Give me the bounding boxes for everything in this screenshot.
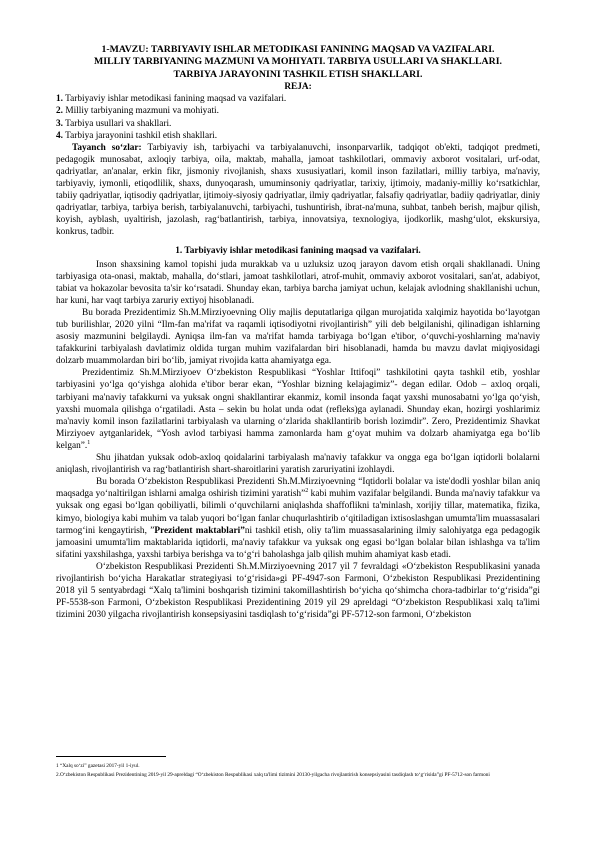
footnotes (56, 762, 540, 780)
plan-item-text: Tarbiya usullari va shakllari. (65, 118, 172, 129)
body-text: Prezidentimiz Sh.M.Mirziyoev O‘zbekiston Respublikasi “Yoshlar Ittifoqi” tashkilotini qayta tashkil etib, yoshlar tarbiyasini yo‘lga qo‘yishga alohida e'tibor berar ekan, “Yoshlar bizning kelajagimiz”- degan edilar. Odob – axloq orqali, tarbiyani ma'naviy tafakkurni va yuksak ongni shakllantirar ekanmiz, komil insonda faqat yaxshi munosabatni yo‘lga qo‘yish, yaxshi muomala qilishga o‘rgatiladi. Asta – sekin bu holat unda odat (refleks)ga aylanadi. Shunday ekan, hozirgi yoshlarimiz ma'naviy komil inson fazilatlarini tarbiyalash va ularning o‘zlarida shakllantirib borish lozimdir”. Zero, Prezidentimiz Shavkat Mirziyoev aytganlaridek, “Yosh avlod tarbiyasi hamma zamonlarda ham g‘oyat muhim va dolzarb ahamiyatga ega bo‘lib kelgan”. (56, 368, 540, 451)
body-paragraph: Bu borada Prezidentimiz Sh.M.Mirziyoevning Oliy majlis deputatlariga qilgan murojatida xalqimiz hayotida bo‘layotgan tub burilishlar, 2020 yilni “Ilm-fan ma'rifat va raqamli iqtisodiyotni rivojlantirish” yili deb belgilanishi, qilinadigan ishlarning asosiy mazmunini belgilaydi. Ayniqsa ilm-fan va ma'rifat hamda tarbiyaga bo‘lgan e'tibor, o‘quvchi-yoshlarning ma'naviy tafakkurini tarbiyalash davlatimiz oldida turgan muhim vazifalardan biri hisoblanadi, hamda bu mavzu davlat miqiyosidagi dolzarb muammolardan biri bo‘lib, jamiyat rivojida katta ahamiyatga ega. (56, 307, 540, 367)
footnote: 2.O‘zbekiston Respublikasi Prezidentining 2019-yil 29-apreldagi “O‘zbekiston Respublikasi xalq ta'limi tizimini 20130-yilgacha rivojlantirish konsepsiyasini tasdiqlash to‘g‘risida”gi PF-5712-son farmoni (56, 772, 490, 778)
plan-item (56, 130, 540, 142)
footnote-ref: 1 (87, 439, 91, 446)
document-title (56, 44, 540, 81)
body-paragraph (56, 367, 540, 452)
plan-item (56, 105, 540, 117)
keywords-text: Tarbiyaviy ish, tarbiyachi va tarbiyalanuvchi, insonparvarlik, tadqiqot ob'ekti, tadqiqot predmeti, pedagogik munosabat, axloqiy tarbiya, oila, maktab, mahalla, jamoat tashkilotlari, ommaviy axborot vositalari, urf-odat, qadriyatlar, an'analar, erkin fikr, jismoniy rivojlanish, shaxs xususiyatlari, komil inson fazilatlari, milliy tarbiya, ma'naviy, tarbiyaviy, iymonli, etiqodlilik, shaxs, dunyoqarash, umuminsoniy qadriyatlar, tarixiy, ijtimoiy, madaniy-milliy ko‘rsatkichlar, tabiiy qadriyatlar, iqtisodiy qadriyatlar, ijtimoiy-siyosiy qadriyatlar, ilmiy qadriyatlar, falsafiy qadriyatlar, badiiy qadriyatlar, diniy qadriyatlar, tarbiya, tarbiya berish, tarbiyalanuvchi, tarbiyachi, tushuntirish, ibrat-na'muna, suhbat, tanbeh berish, majbur qilish, koyish, ayblash, uyaltirish, jazolash, rag‘batlantirish, tarbiya, innovatsiya, texnologiya, ijodkorlik, mashg‘ulot, ekskursiya, konkrus, tadbir. (56, 142, 540, 238)
body-text: Bu borada O‘zbekiston Respublikasi Prezidenti Sh.M.Mirziyoevning “Iqtidorli bolalar va iste'dodli yoshlar bilan aniq maqsadga yo‘naltirilgan ishlarni amalga oshirish tizimini yaratish” (56, 477, 540, 500)
body-paragraph (56, 476, 540, 561)
title-line-2: MILLIY TARBIYANING MAZMUNI VA MOHIYATI. TARBIYA USULLARI VA SHAKLLARI. (94, 56, 502, 68)
plan-item-text: Tarbiyaviy ishlar metodikasi fanining maqsad va vazifalari. (65, 94, 287, 105)
footnote-ref: 2 (305, 488, 309, 495)
title-line-3: TARBIYA JARAYONINI TASHKIL ETISH SHAKLLARI. (173, 68, 423, 80)
plan-item-number: 2. (56, 106, 63, 117)
keywords-paragraph (56, 142, 540, 239)
body-paragraph: Inson shaxsining kamol topishi juda murakkab va u uzluksiz uzoq jarayon davom etish orqali shakllanadi. Uning tarbiyasiga ota-onasi, maktab, mahalla, do‘stlari, jamoat tashkilotlari, atrof-muhit, ommaviy axborot vositalari, san'at, adabiyot, tabiat va hokazolar bevosita ta'sir ko‘rsatadi. Shunday ekan, tarbiya barcha jamiyat uchun, kelajak avlodning shakllanishi uchun, har kuni, har vaqt tarbiya zaruriy extiyoj hisoblanadi. (56, 259, 540, 306)
plan-item-text: Tarbiya jarayonini tashkil etish shakllari. (65, 130, 218, 141)
keywords-label: Tayanch so‘zlar: (72, 142, 142, 153)
bold-phrase: Prezident maktablari” (154, 525, 245, 536)
body-paragraph: Shu jihatdan yuksak odob-axloq qoidalarini tarbiyalash ma'naviy tafakkur va ongga ega bo‘lgan iqtidorli bolalarni aniqlash, rivojlantirish va rag‘batlantirish shart-sharoitlarini yaratish zaruriyatini izohlaydi. (56, 453, 540, 476)
footnote-separator (56, 756, 166, 757)
plan-list (56, 93, 540, 141)
plan-item-text: Milliy tarbiyaning mazmuni va mohiyati. (65, 106, 219, 117)
title-line-1: 1-MAVZU: TARBIYAVIY ISHLAR METODIKASI FANINING MAQSAD VA VAZIFALARI. (101, 44, 495, 55)
plan-item-number: 3. (56, 118, 63, 129)
footnote: 1 “Xalq so‘zi” gazetasi 2017-yil 1-iyul. (56, 763, 140, 769)
body-paragraph: O‘zbekiston Respublikasi Prezidenti Sh.M.Mirziyoevning 2017 yil 7 fevraldagi «O‘zbekiston Respublikasini yanada rivojlantirish bo‘yicha Harakatlar strategiyasi to‘g‘risida»gi PF-4947-son Farmoni, O‘zbekiston Respublikasi Prezidentining 2018 yil 5 sentyabrdagi “Xalq ta'limini boshqarish tizimini takomillashtirish bo‘yicha qo‘shimcha chora-tadbirlar to‘g‘risida”gi PF-5538-son Farmoni, O‘zbekiston Respublikasi Prezidentining 2019 yil 29 apreldagi “O‘zbekiston Respublikasi xalq ta'limi tizimini 2030 yilgacha rivojlantirish konsepsiyasini tasdiqlash to‘g‘risida”gi PF-5712-son farmoni, O‘zbekiston (56, 561, 540, 621)
body-text: kabi muhim vazifalar belgilandi. Bunda ma'naviy tafakkur va yuksak ong egasi bo‘lgan qobiliyatli, bilimli o‘quvchilarni aniqlashda shaffoflikni ta'minlash, xorijiy tillar, matematika, fizika, kimyo, biologiya kabi muhim va talab yuqori bo‘lgan fanlar chuqurlashtirib o‘qitiladigan ixtisoslashgan umumta'lim muassasalari tarmog‘ini kengaytirish, ” (56, 489, 541, 536)
section-heading: 1. Tarbiyaviy ishlar metodikasi fanining maqsad va vazifalari. (175, 246, 421, 257)
plan-item (56, 93, 540, 105)
plan-item-number: 1. (56, 94, 63, 105)
plan-item (56, 118, 540, 130)
plan-item-number: 4. (56, 130, 63, 141)
body-text: ni tashkil etish, oliy ta'lim muassasalarining ilmiy salohiyatga ega pedagogik jamoasini umumta'lim maktablarida iqtidorli, ma'naviy tafakkur va yuksak ong egasi bo‘lgan bolalar bilan ishlashga va ta'lim sifatini yaxshilashga, yaxshi tarbiya berishga va to‘g‘ri baholashga jalb qilish muhim ahamiyat kasb etadi. (56, 525, 540, 560)
plan-heading: REJA: (284, 82, 312, 93)
